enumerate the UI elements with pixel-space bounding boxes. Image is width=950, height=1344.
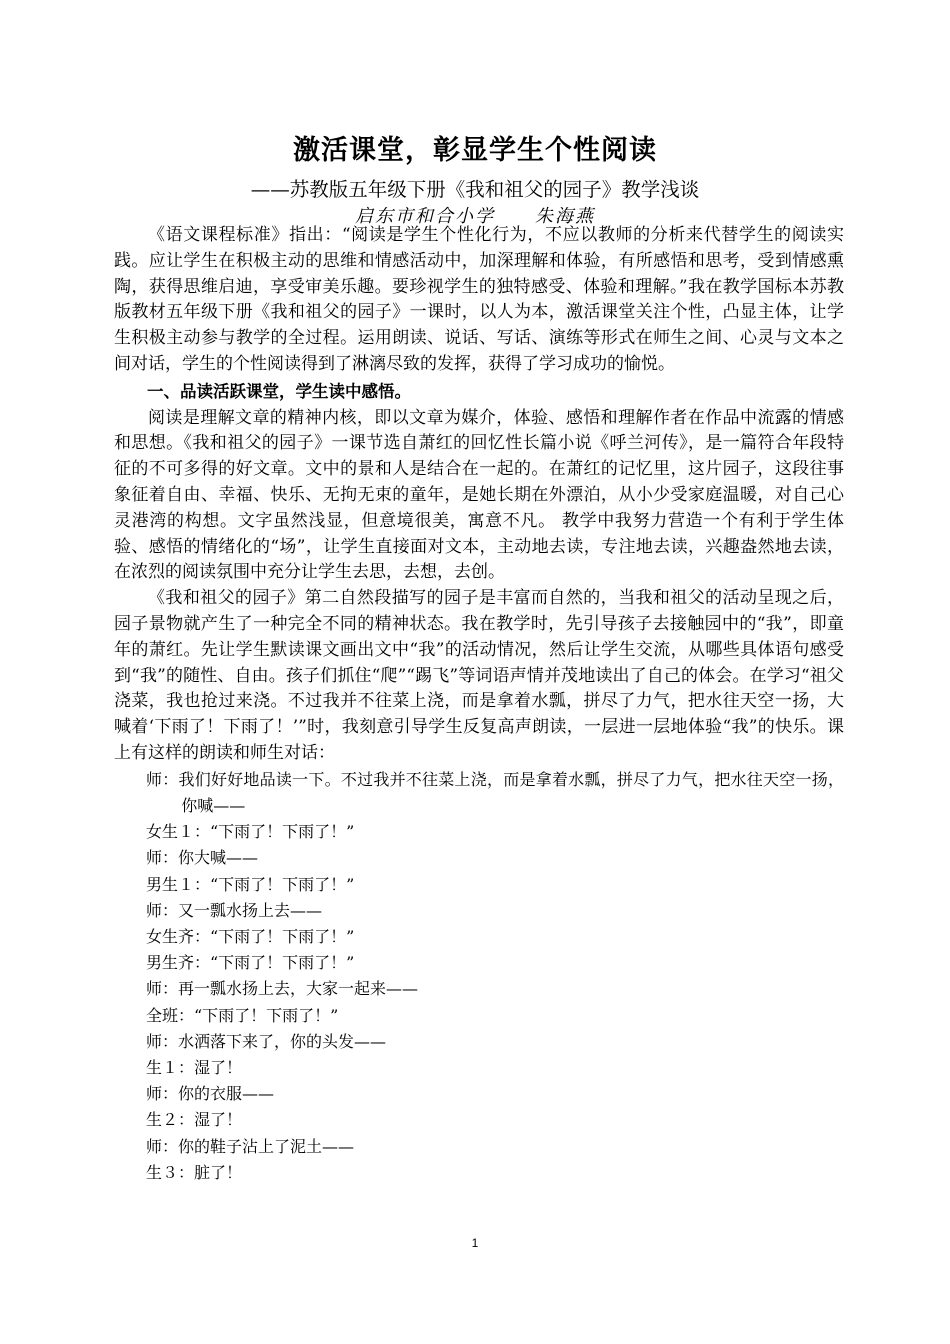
dialog-line: 师：你的衣服—— bbox=[146, 1084, 275, 1104]
author-line: 启东市和合小学 朱海燕 bbox=[355, 206, 595, 227]
dialog-line: 生１：湿了！ bbox=[146, 1057, 243, 1077]
document-body bbox=[114, 223, 844, 1186]
document-subtitle: ——苏教版五年级下册《我和祖父的园子》教学浅谈 bbox=[250, 178, 700, 201]
dialog-line: 师：你大喊—— bbox=[146, 848, 259, 868]
section-heading: 一、品读活跃课堂，学生读中感悟。 bbox=[147, 381, 411, 401]
intro-paragraph: 《语文课程标准》指出：“阅读是学生个性化行为，不应以教师的分析来代替学生的阅读实践。应让学生在积极主动的思维和情感活动中，加深理解和体验，有所感悟和思考，受到情感熏陶，获得思维启迪，享受审美乐趣。要珍视学生的独特感受、体验和理解。”我在教学国标本苏教版教材五年级下册《我和祖父的园子》一课时，以人为本，激活课堂关注个性，凸显主体，让学生积极主动参与教学的全过程。运用朗读、说话、写话、演练等形式在师生之间、心灵与文本之间对话，学生的个性阅读得到了淋漓尽致的发挥，获得了学习成功的愉悦。 bbox=[114, 225, 844, 374]
dialog-line: 女生１：“下雨了！下雨了！” bbox=[146, 822, 355, 842]
document-title: 激活课堂，彰显学生个性阅读 bbox=[293, 135, 657, 166]
dialog-line: 师：你的鞋子沾上了泥土—— bbox=[146, 1136, 355, 1156]
dialog-line: 男生１：“下雨了！下雨了！” bbox=[146, 874, 355, 894]
page-number: 1 bbox=[471, 1236, 479, 1250]
dialog-line: 师：再一瓢水扬上去，大家一起来—— bbox=[146, 979, 419, 999]
dialog-line: 生３：脏了！ bbox=[146, 1162, 243, 1182]
dialog-line: 生２：湿了！ bbox=[146, 1110, 243, 1130]
body-paragraph: 阅读是理解文章的精神内核，即以文章为媒介，体验、感悟和理解作者在作品中流露的情感和思想。《我和祖父的园子》一课节选自萧红的回忆性长篇小说《呼兰河传》，是一篇符合年段特征的不可多得的好文章。文中的景和人是结合在一起的。在萧红的记忆里，这片园子，这段往事象征着自由、幸福、快乐、无拘无束的童年，是她长期在外漂泊，从小少受家庭温暖，对自己心灵港湾的构想。文字虽然浅显，但意境很美，寓意不凡。 教学中我努力营造一个有利于学生体验、感悟的情绪化的“场”，让学生直接面对文本，主动地去读，专注地去读，兴趣盎然地去读，在浓烈的阅读氛围中充分让学生去思，去想，去创。 bbox=[114, 407, 844, 583]
body-paragraph: 《我和祖父的园子》第二自然段描写的园子是丰富而自然的，当我和祖父的活动呈现之后，园子景物就产生了一种完全不同的精神状态。我在教学时，先引导孩子去接触园中的“我”，即童年的萧红。先让学生默读课文画出文中“我”的活动情况，然后让学生交流，从哪些具体语句感受到“我”的随性、自由。孩子们抓住“爬”“踢飞”等词语声情并茂地读出了自己的体会。在学习“祖父浇菜，我也抢过来浇。不过我并不往菜上浇，而是拿着水瓢，拼尽了力气，把水往天空一扬，大喊着‘下雨了！下雨了！’”时，我刻意引导学生反复高声朗读，一层进一层地体验“我”的快乐。课上有这样的朗读和师生对话： bbox=[114, 588, 844, 763]
dialog-line: 男生齐：“下雨了！下雨了！” bbox=[146, 953, 355, 973]
dialog-line: 女生齐：“下雨了！下雨了！” bbox=[146, 926, 355, 946]
dialog-line: 师：我们好好地品读一下。不过我并不往菜上浇，而是拿着水瓢，拼尽了力气，把水往天空一扬，你喊—— bbox=[146, 769, 844, 815]
dialog-list bbox=[114, 767, 844, 1186]
dialog-line: 全班：“下雨了！下雨了！” bbox=[146, 1005, 339, 1025]
dialog-line: 师：又一瓢水扬上去—— bbox=[146, 900, 323, 920]
dialog-line: 师：水洒落下来了，你的头发—— bbox=[146, 1031, 387, 1051]
